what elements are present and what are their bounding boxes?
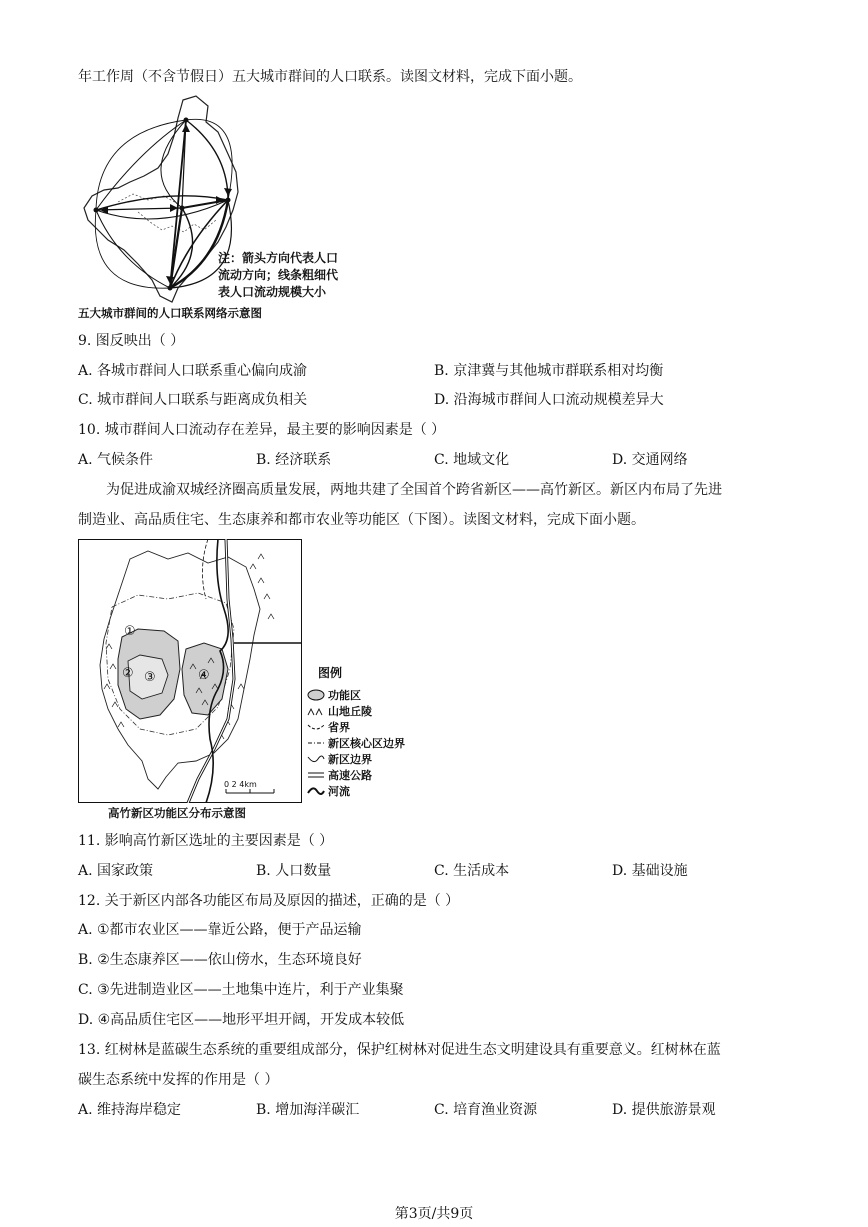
scale-label: 0 2 4km	[224, 780, 257, 789]
q13-stem-line-1: 13. 红树林是蓝碳生态系统的重要组成部分，保护红树林对促进生态文明建设具有重要意义。红树林在蓝	[78, 1042, 721, 1058]
legend-item-highway	[306, 767, 405, 783]
figure1-note-line: 表人口流动规模大小	[218, 285, 327, 299]
q13-option-c[interactable]: C. 培育渔业资源	[434, 1102, 538, 1118]
core-boundary-icon	[306, 737, 326, 749]
q12-option-a[interactable]: A. ①都市农业区——靠近公路，便于产品运输	[78, 922, 362, 938]
legend-item-core-boundary	[306, 735, 405, 751]
figure1-caption: 五大城市群间的人口联系网络示意图	[78, 306, 262, 320]
marker-1: ①	[124, 624, 136, 639]
legend-item-mountain	[306, 703, 405, 719]
q9-option-d[interactable]: D. 沿海城市群间人口流动规模差异大	[434, 392, 664, 408]
q9-stem: 9. 图反映出（ ）	[78, 333, 185, 349]
legend-label: 新区核心区边界	[328, 737, 405, 750]
legend-label: 功能区	[328, 689, 361, 702]
q10-option-c[interactable]: C. 地域文化	[434, 452, 510, 468]
legend-item-district-boundary	[306, 751, 405, 767]
q13-stem-line-2: 碳生态系统中发挥的作用是（ ）	[78, 1072, 279, 1088]
figure2-legend	[306, 664, 405, 799]
figure1-note-line: 流动方向；线条粗细代	[218, 268, 339, 282]
legend-label: 新区边界	[328, 753, 372, 766]
q12-stem: 12. 关于新区内部各功能区布局及原因的描述，正确的是（ ）	[78, 893, 460, 909]
passage2-line-1: 为促进成渝双城经济圈高质量发展，两地共建了全国首个跨省新区——高竹新区。新区内布局了先进	[106, 482, 722, 498]
figure1-note-line: 注：箭头方向代表人口	[218, 251, 339, 265]
q12-option-d[interactable]: D. ④高品质住宅区——地形平坦开阔，开发成本较低	[78, 1012, 405, 1028]
q11-option-b[interactable]: B. 人口数量	[256, 863, 332, 879]
q11-option-d[interactable]: D. 基础设施	[612, 863, 688, 879]
river-icon	[306, 785, 326, 797]
q9-option-a[interactable]: A. 各城市群间人口联系重心偏向成渝	[78, 363, 308, 379]
marker-4: ④	[198, 668, 210, 683]
zone-swatch-icon	[306, 689, 326, 701]
q10-stem: 10. 城市群间人口流动存在差异，最主要的影响因素是（ ）	[78, 422, 446, 438]
q13-option-d[interactable]: D. 提供旅游景观	[612, 1102, 716, 1118]
legend-label: 高速公路	[328, 769, 372, 782]
gaozhu-district-map	[78, 539, 302, 803]
district-boundary-icon	[306, 753, 326, 765]
highway-icon	[306, 769, 326, 781]
figure2-caption: 高竹新区功能区分布示意图	[108, 806, 246, 820]
intro-line: 年工作周（不含节假日）五大城市群间的人口联系。读图文材料，完成下面小题。	[78, 69, 582, 85]
legend-label: 省界	[328, 721, 350, 734]
q10-option-d[interactable]: D. 交通网络	[612, 452, 688, 468]
q9-option-c[interactable]: C. 城市群间人口联系与距离成负相关	[78, 392, 308, 408]
legend-label: 河流	[328, 785, 350, 798]
figure1-note	[218, 250, 338, 301]
q11-option-a[interactable]: A. 国家政策	[78, 863, 154, 879]
q11-option-c[interactable]: C. 生活成本	[434, 863, 510, 879]
q10-option-b[interactable]: B. 经济联系	[256, 452, 332, 468]
marker-2: ②	[122, 666, 134, 681]
q12-option-b[interactable]: B. ②生态康养区——依山傍水，生态环境良好	[78, 952, 362, 968]
passage2-line-2: 制造业、高品质住宅、生态康养和都市农业等功能区（下图）。读图文材料，完成下面小题。	[78, 512, 645, 528]
province-border-icon	[306, 721, 326, 733]
legend-item-province-border	[306, 719, 405, 735]
q9-option-b[interactable]: B. 京津冀与其他城市群联系相对均衡	[434, 363, 664, 379]
mountain-icon	[306, 705, 326, 717]
legend-item-river	[306, 783, 405, 799]
legend-item-zone	[306, 687, 405, 703]
q11-stem: 11. 影响高竹新区选址的主要因素是（ ）	[78, 833, 334, 849]
q10-option-a[interactable]: A. 气候条件	[78, 452, 154, 468]
page-number: 第3页/共9页	[394, 1206, 474, 1222]
legend-label: 山地丘陵	[328, 705, 372, 718]
marker-3: ③	[144, 670, 156, 685]
q13-option-b[interactable]: B. 增加海洋碳汇	[256, 1102, 360, 1118]
q12-option-c[interactable]: C. ③先进制造业区——土地集中连片，利于产业集聚	[78, 982, 404, 998]
legend-title: 图例	[318, 666, 343, 680]
q13-option-a[interactable]: A. 维持海岸稳定	[78, 1102, 182, 1118]
